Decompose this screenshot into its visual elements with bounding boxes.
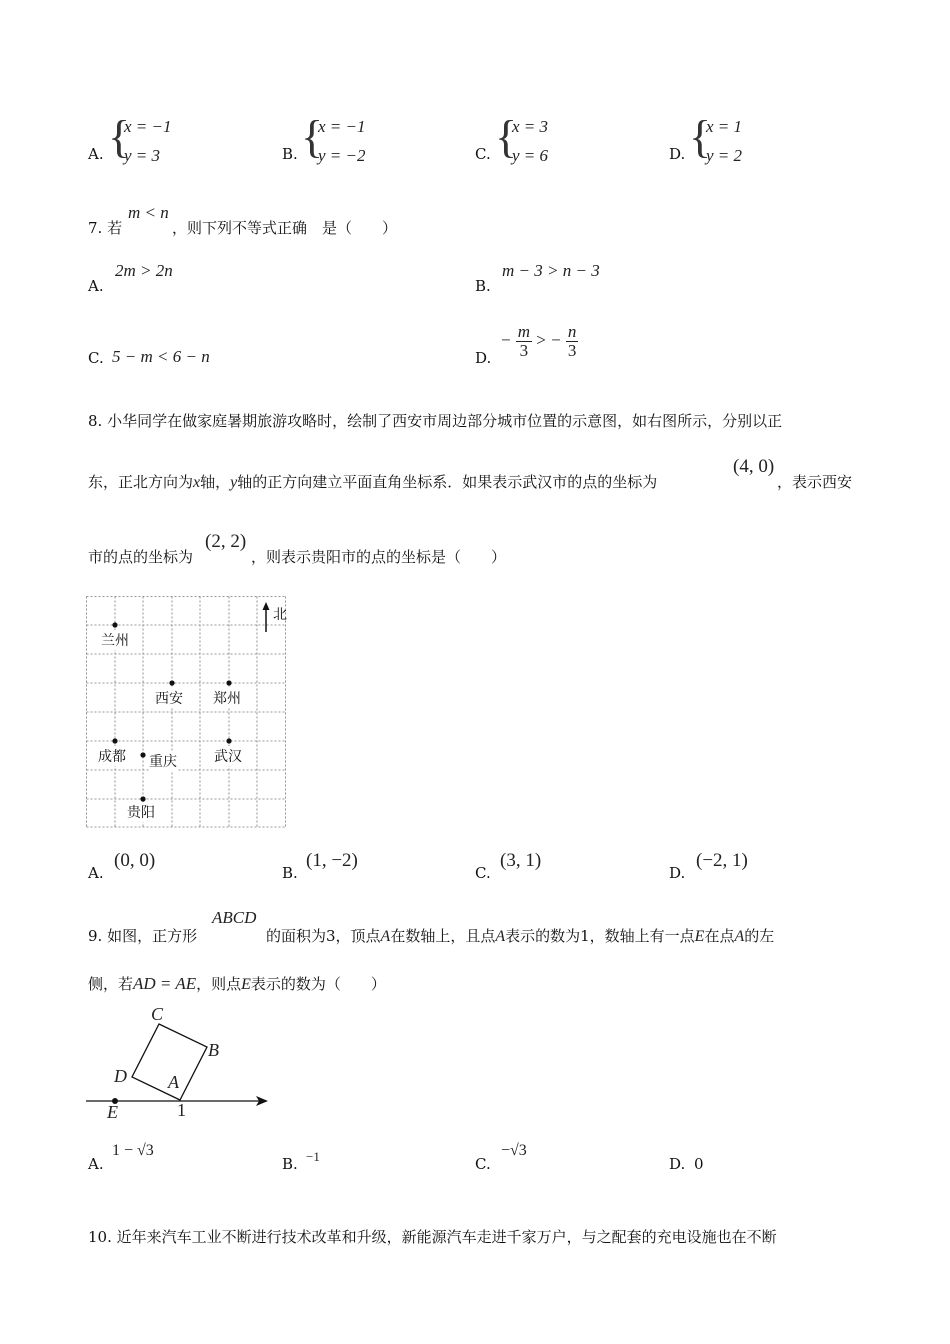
q7-option-c-expr: 5 − m < 6 − n bbox=[112, 347, 210, 366]
q8-xian-coord: (2, 2) bbox=[205, 531, 247, 552]
q7-condition: m < n bbox=[128, 203, 169, 222]
q9-line1-c: 在数轴上，且点 bbox=[390, 927, 496, 945]
q8-option-a-label: A. bbox=[88, 864, 104, 882]
q8-line2 bbox=[88, 471, 657, 492]
q7-d-gt: > bbox=[536, 330, 546, 350]
q7-option-a-expr: 2m > 2n bbox=[115, 261, 173, 280]
q7-option-c-label: C. bbox=[88, 349, 104, 367]
q7-option-b-label: B. bbox=[475, 277, 491, 295]
q8-line3-a: 市的点的坐标为 bbox=[88, 548, 194, 566]
q8-option-a-expr: (0, 0) bbox=[114, 850, 156, 871]
city-label-guiyang: 贵阳 bbox=[127, 802, 155, 822]
north-label: 北 bbox=[273, 607, 287, 623]
q9-line1-d: 表示的数为1，数轴上有一点 bbox=[505, 927, 695, 945]
q8-wuhan-coord: (4, 0) bbox=[733, 456, 775, 477]
q7-d-frac1-den: 3 bbox=[519, 341, 529, 360]
fig-label-e: E bbox=[107, 1102, 118, 1122]
q9-line1-b: 的面积为3，顶点 bbox=[266, 927, 381, 945]
q7-d-frac2-num: n bbox=[567, 322, 577, 341]
q8-option-b-expr: (1, −2) bbox=[306, 850, 358, 871]
q8-option-d-expr: (−2, 1) bbox=[696, 850, 748, 871]
q9-point-a-2: A bbox=[495, 928, 506, 945]
q9-point-e-1: E bbox=[694, 928, 705, 945]
q9-equation: AD = AE bbox=[133, 974, 197, 993]
q6-option-a-brace: { bbox=[108, 111, 131, 162]
q9-line2-a: 侧，若 bbox=[88, 975, 134, 993]
q8-option-b-label: B. bbox=[282, 864, 298, 882]
q6-option-d-brace: { bbox=[689, 111, 712, 162]
q6-option-c-brace: { bbox=[495, 111, 518, 162]
q6-option-b-eq2: y = −2 bbox=[318, 146, 366, 165]
dot-guiyang bbox=[140, 796, 145, 801]
dot-xian bbox=[169, 680, 174, 685]
q8-line3-b: ，则表示贵阳市的点的坐标是（ ） bbox=[251, 548, 507, 566]
q9-point-e-2: E bbox=[241, 976, 251, 993]
q9-option-c-expr: −√3 bbox=[501, 1142, 527, 1159]
fig-label-one: 1 bbox=[177, 1100, 186, 1120]
fig-label-a: A bbox=[168, 1072, 179, 1092]
q9-line2-c: 表示的数为（ ） bbox=[250, 975, 386, 993]
fig-label-b: B bbox=[208, 1040, 219, 1060]
dot-zhengzhou bbox=[226, 680, 231, 685]
dot-chongqing bbox=[140, 752, 145, 757]
q9-option-d-label: D. bbox=[669, 1155, 686, 1173]
city-label-lanzhou: 兰州 bbox=[101, 630, 129, 650]
q6-option-c-label: C. bbox=[475, 145, 491, 163]
city-label-zhengzhou: 郑州 bbox=[213, 688, 241, 708]
city-label-xian: 西安 bbox=[155, 688, 183, 708]
q8-line2-b: 轴， bbox=[200, 473, 231, 491]
q9-option-d-expr: 0 bbox=[694, 1155, 704, 1173]
q6-option-c-eq1: x = 3 bbox=[512, 117, 549, 136]
q9-option-c-label: C. bbox=[475, 1155, 491, 1173]
q8-line2-a: 东，正北方向为 bbox=[88, 473, 194, 491]
q7-option-d-expr bbox=[500, 323, 578, 360]
q6-option-b-eq1: x = −1 bbox=[318, 117, 366, 136]
q8-x-axis: x bbox=[193, 474, 201, 491]
q9-option-b-expr: −1 bbox=[306, 1149, 320, 1164]
q7-d-frac1 bbox=[516, 323, 532, 360]
fig-label-c: C bbox=[151, 1004, 164, 1024]
fig-label-d: D bbox=[114, 1066, 127, 1086]
city-label-wuhan: 武汉 bbox=[214, 746, 242, 766]
city-label-chengdu: 成都 bbox=[98, 746, 126, 766]
q8-line2-d: ，表示西安 bbox=[777, 473, 853, 491]
q9-point-a-1: A bbox=[380, 928, 391, 945]
q6-option-d-eq2: y = 2 bbox=[706, 146, 743, 165]
q7-d-minus1: − bbox=[500, 330, 512, 350]
q7-d-frac2-den: 3 bbox=[567, 341, 577, 360]
q9-line2-b: ，则点 bbox=[196, 975, 242, 993]
q7-option-a-label: A. bbox=[88, 277, 104, 295]
q9-line1-f: 的左 bbox=[744, 927, 775, 945]
q8-option-c-label: C. bbox=[475, 864, 491, 882]
q6-option-b-brace: { bbox=[301, 111, 324, 162]
city-label-chongqing: 重庆 bbox=[149, 751, 177, 771]
q8-y-axis: y bbox=[230, 474, 238, 491]
dot-wuhan bbox=[226, 738, 231, 743]
q7-stem: ，则下列不等式正确 是（ ） bbox=[172, 219, 398, 237]
q9-point-a-3: A bbox=[734, 928, 745, 945]
q7-d-frac1-num: m bbox=[517, 322, 531, 341]
q8-line1: 8. 小华同学在做家庭暑期旅游攻略时，绘制了西安市周边部分城市位置的示意图，如右图所示，分别以正 bbox=[88, 412, 783, 430]
q7-option-b-expr: m − 3 > n − 3 bbox=[502, 261, 600, 280]
q7-option-d-label: D. bbox=[475, 349, 492, 367]
q9-option-b-label: B. bbox=[282, 1155, 298, 1173]
q6-option-a-eq1: x = −1 bbox=[124, 117, 172, 136]
q9-line1-e: 在点 bbox=[704, 927, 735, 945]
q9-line1 bbox=[266, 925, 774, 946]
north-arrow bbox=[263, 602, 270, 632]
q6-option-a-eq2: y = 3 bbox=[124, 146, 161, 165]
q6-option-a-label: A. bbox=[88, 145, 104, 163]
q9-option-a-expr: 1 − √3 bbox=[112, 1142, 154, 1159]
dot-chengdu bbox=[112, 738, 117, 743]
q7-number: 7. 若 bbox=[88, 219, 123, 237]
q6-option-b-label: B. bbox=[282, 145, 298, 163]
q9-line2 bbox=[88, 973, 386, 994]
q6-option-c-eq2: y = 6 bbox=[512, 146, 549, 165]
q6-option-d-eq1: x = 1 bbox=[706, 117, 743, 136]
q9-option-a-label: A. bbox=[88, 1155, 104, 1173]
q7-d-frac2 bbox=[566, 323, 579, 360]
q8-option-d-label: D. bbox=[669, 864, 686, 882]
q9-line1-a: 9. 如图，正方形 bbox=[88, 927, 198, 945]
q8-option-c-expr: (3, 1) bbox=[500, 850, 542, 871]
q8-line2-c: 轴的正方向建立平面直角坐标系．如果表示武汉市的点的坐标为 bbox=[237, 473, 658, 491]
dot-lanzhou bbox=[112, 622, 117, 627]
q7-d-minus2: − bbox=[550, 330, 562, 350]
q10-line1: 10. 近年来汽车工业不断进行技术改革和升级，新能源汽车走进千家万户，与之配套的充电设施也在不断 bbox=[88, 1228, 777, 1246]
q6-option-d-label: D. bbox=[669, 145, 686, 163]
q9-square-name: ABCD bbox=[212, 908, 257, 927]
